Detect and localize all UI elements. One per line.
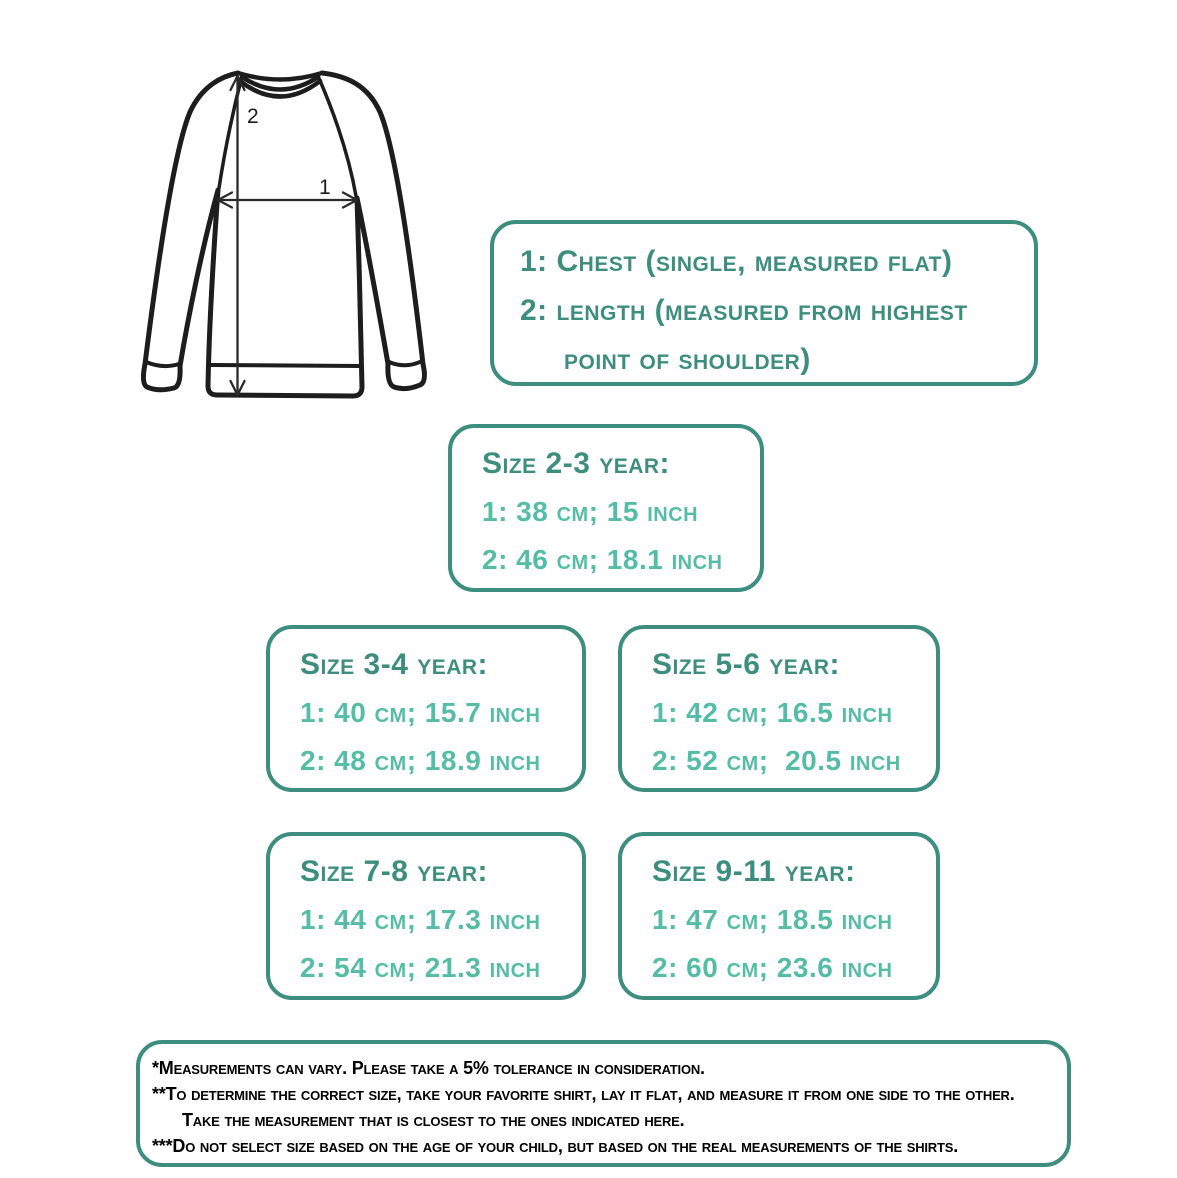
size-chest-value: 1: 40 cm; 15.7 inch	[300, 697, 541, 728]
size-length-value: 2: 54 cm; 21.3 inch	[300, 952, 541, 983]
size-chest-value: 1: 38 cm; 15 inch	[482, 496, 699, 527]
size-title: Size 7-8 year:	[300, 855, 489, 888]
chest-arrow-label: 1	[319, 176, 331, 199]
size-length-value: 2: 52 cm; 20.5 inch	[652, 745, 901, 776]
legend-line-length-cont: point of shoulder)	[564, 343, 811, 376]
size-box-2-3-year	[448, 424, 764, 592]
size-box-7-8-year	[266, 832, 586, 1000]
legend-box	[490, 220, 1038, 386]
size-chest-value: 1: 47 cm; 18.5 inch	[652, 904, 893, 935]
size-length-value: 2: 48 cm; 18.9 inch	[300, 745, 541, 776]
footnote-how-to-measure: **To determine the correct size, take your favorite shirt, lay it flat, and measure it from one side to the other.	[152, 1084, 1015, 1104]
cuff-hem-lines	[146, 361, 422, 366]
length-arrow	[231, 76, 245, 395]
footnote-tolerance: *Measurements can vary. Please take a 5% tolerance in consideration.	[152, 1058, 705, 1078]
footnote-box	[136, 1040, 1071, 1167]
size-title: Size 3-4 year:	[300, 648, 489, 681]
size-box-9-11-year	[618, 832, 940, 1000]
footnote-how-to-measure-cont: Take the measurement that is closest to the ones indicated here.	[182, 1110, 685, 1130]
length-arrow-label: 2	[247, 105, 259, 128]
collar	[238, 73, 322, 97]
sweater-outline	[143, 73, 424, 396]
size-box-3-4-year	[266, 625, 586, 792]
size-title: Size 2-3 year:	[482, 447, 671, 480]
size-box-5-6-year	[618, 625, 940, 792]
size-chest-value: 1: 44 cm; 17.3 inch	[300, 904, 541, 935]
size-title: Size 5-6 year:	[652, 648, 841, 681]
sweater-diagram	[130, 50, 480, 420]
legend-line-length: 2: length (measured from highest	[520, 294, 968, 327]
size-length-value: 2: 46 cm; 18.1 inch	[482, 544, 723, 575]
size-chest-value: 1: 42 cm; 16.5 inch	[652, 697, 893, 728]
size-title: Size 9-11 year:	[652, 855, 856, 888]
footnote-age-warning: ***Do not select size based on the age of your child, but based on the real measurements of the shirts.	[152, 1136, 959, 1156]
legend-line-chest: 1: Chest (single, measured flat)	[520, 245, 953, 278]
size-length-value: 2: 60 cm; 23.6 inch	[652, 952, 893, 983]
chest-arrow	[218, 193, 357, 208]
